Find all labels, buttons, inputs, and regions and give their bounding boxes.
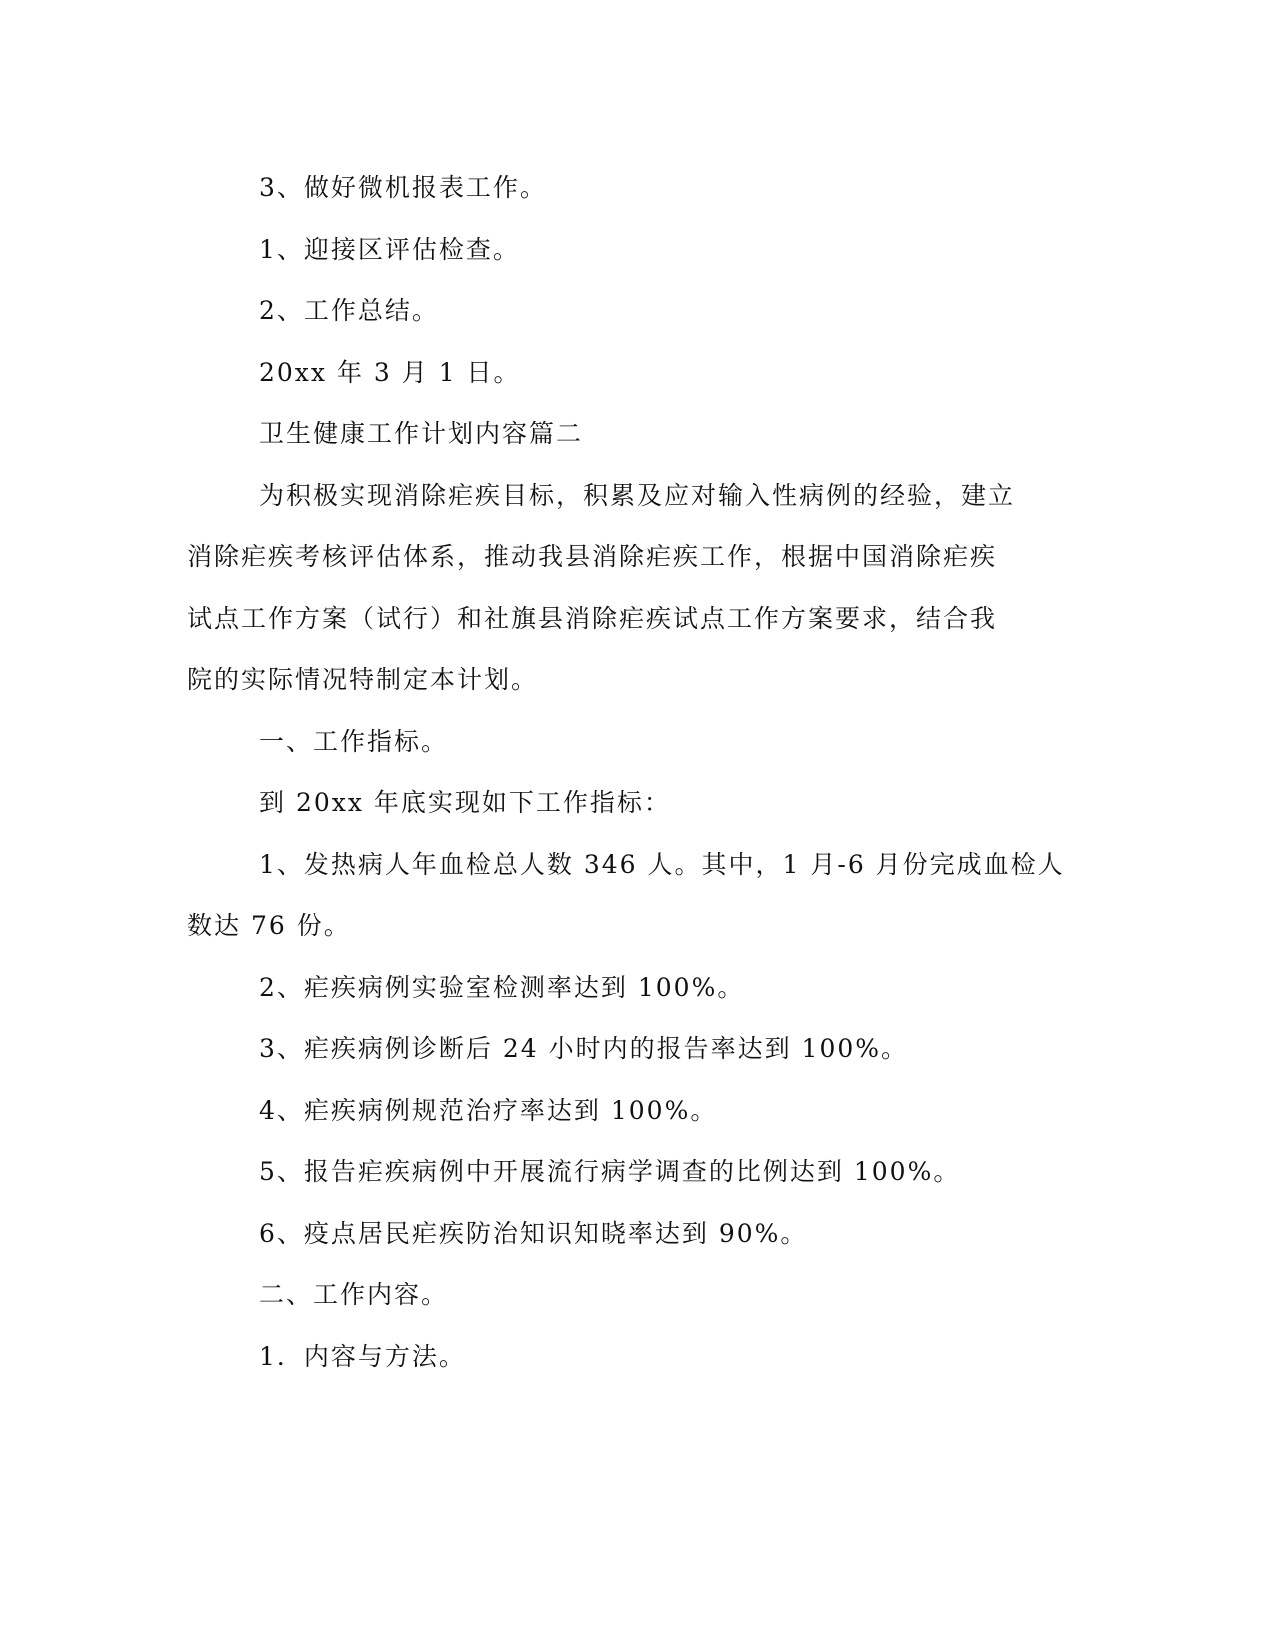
indicator-item-6: 6、疫点居民疟疾防治知识知晓率达到 90%。 (259, 1218, 808, 1248)
section-title: 卫生健康工作计划内容篇二 (259, 419, 584, 448)
indicator-item-1-line-2: 数达 76 份。 (187, 911, 351, 940)
intro-paragraph-line-3: 试点工作方案（试行）和社旗县消除疟疾试点工作方案要求，结合我 (187, 603, 998, 633)
indicator-item-1-line-1: 1、发热病人年血检总人数 346 人。其中，1 月-6 月份完成血检人 (259, 849, 1065, 879)
indicator-item-4: 4、疟疾病例规范治疗率达到 100%。 (259, 1095, 718, 1125)
document-body (187, 157, 1077, 1387)
indicators-intro: 到 20xx 年底实现如下工作指标： (259, 788, 671, 817)
indicator-item-2: 2、疟疾病例实验室检测率达到 100%。 (259, 972, 745, 1002)
intro-paragraph-line-4: 院的实际情况特制定本计划。 (187, 665, 539, 694)
intro-paragraph-line-1: 为积极实现消除疟疾目标，积累及应对输入性病例的经验，建立 (259, 480, 1016, 510)
list-item-report-work: 3、做好微机报表工作。 (259, 173, 547, 202)
document-date: 20xx 年 3 月 1 日。 (259, 357, 521, 387)
indicator-item-3: 3、疟疾病例诊断后 24 小时内的报告率达到 100%。 (259, 1034, 909, 1063)
list-item-district-inspection: 1、迎接区评估检查。 (259, 234, 520, 264)
heading-work-content: 二、工作内容。 (259, 1280, 449, 1309)
intro-paragraph-line-2: 消除疟疾考核评估体系，推动我县消除疟疾工作，根据中国消除疟疾 (187, 542, 998, 571)
indicator-item-5: 5、报告疟疾病例中开展流行病学调查的比例达到 100%。 (259, 1157, 961, 1186)
list-item-work-summary: 2、工作总结。 (259, 296, 439, 325)
subheading-content-methods: 1．内容与方法。 (259, 1341, 466, 1371)
heading-work-indicators: 一、工作指标。 (259, 726, 449, 756)
